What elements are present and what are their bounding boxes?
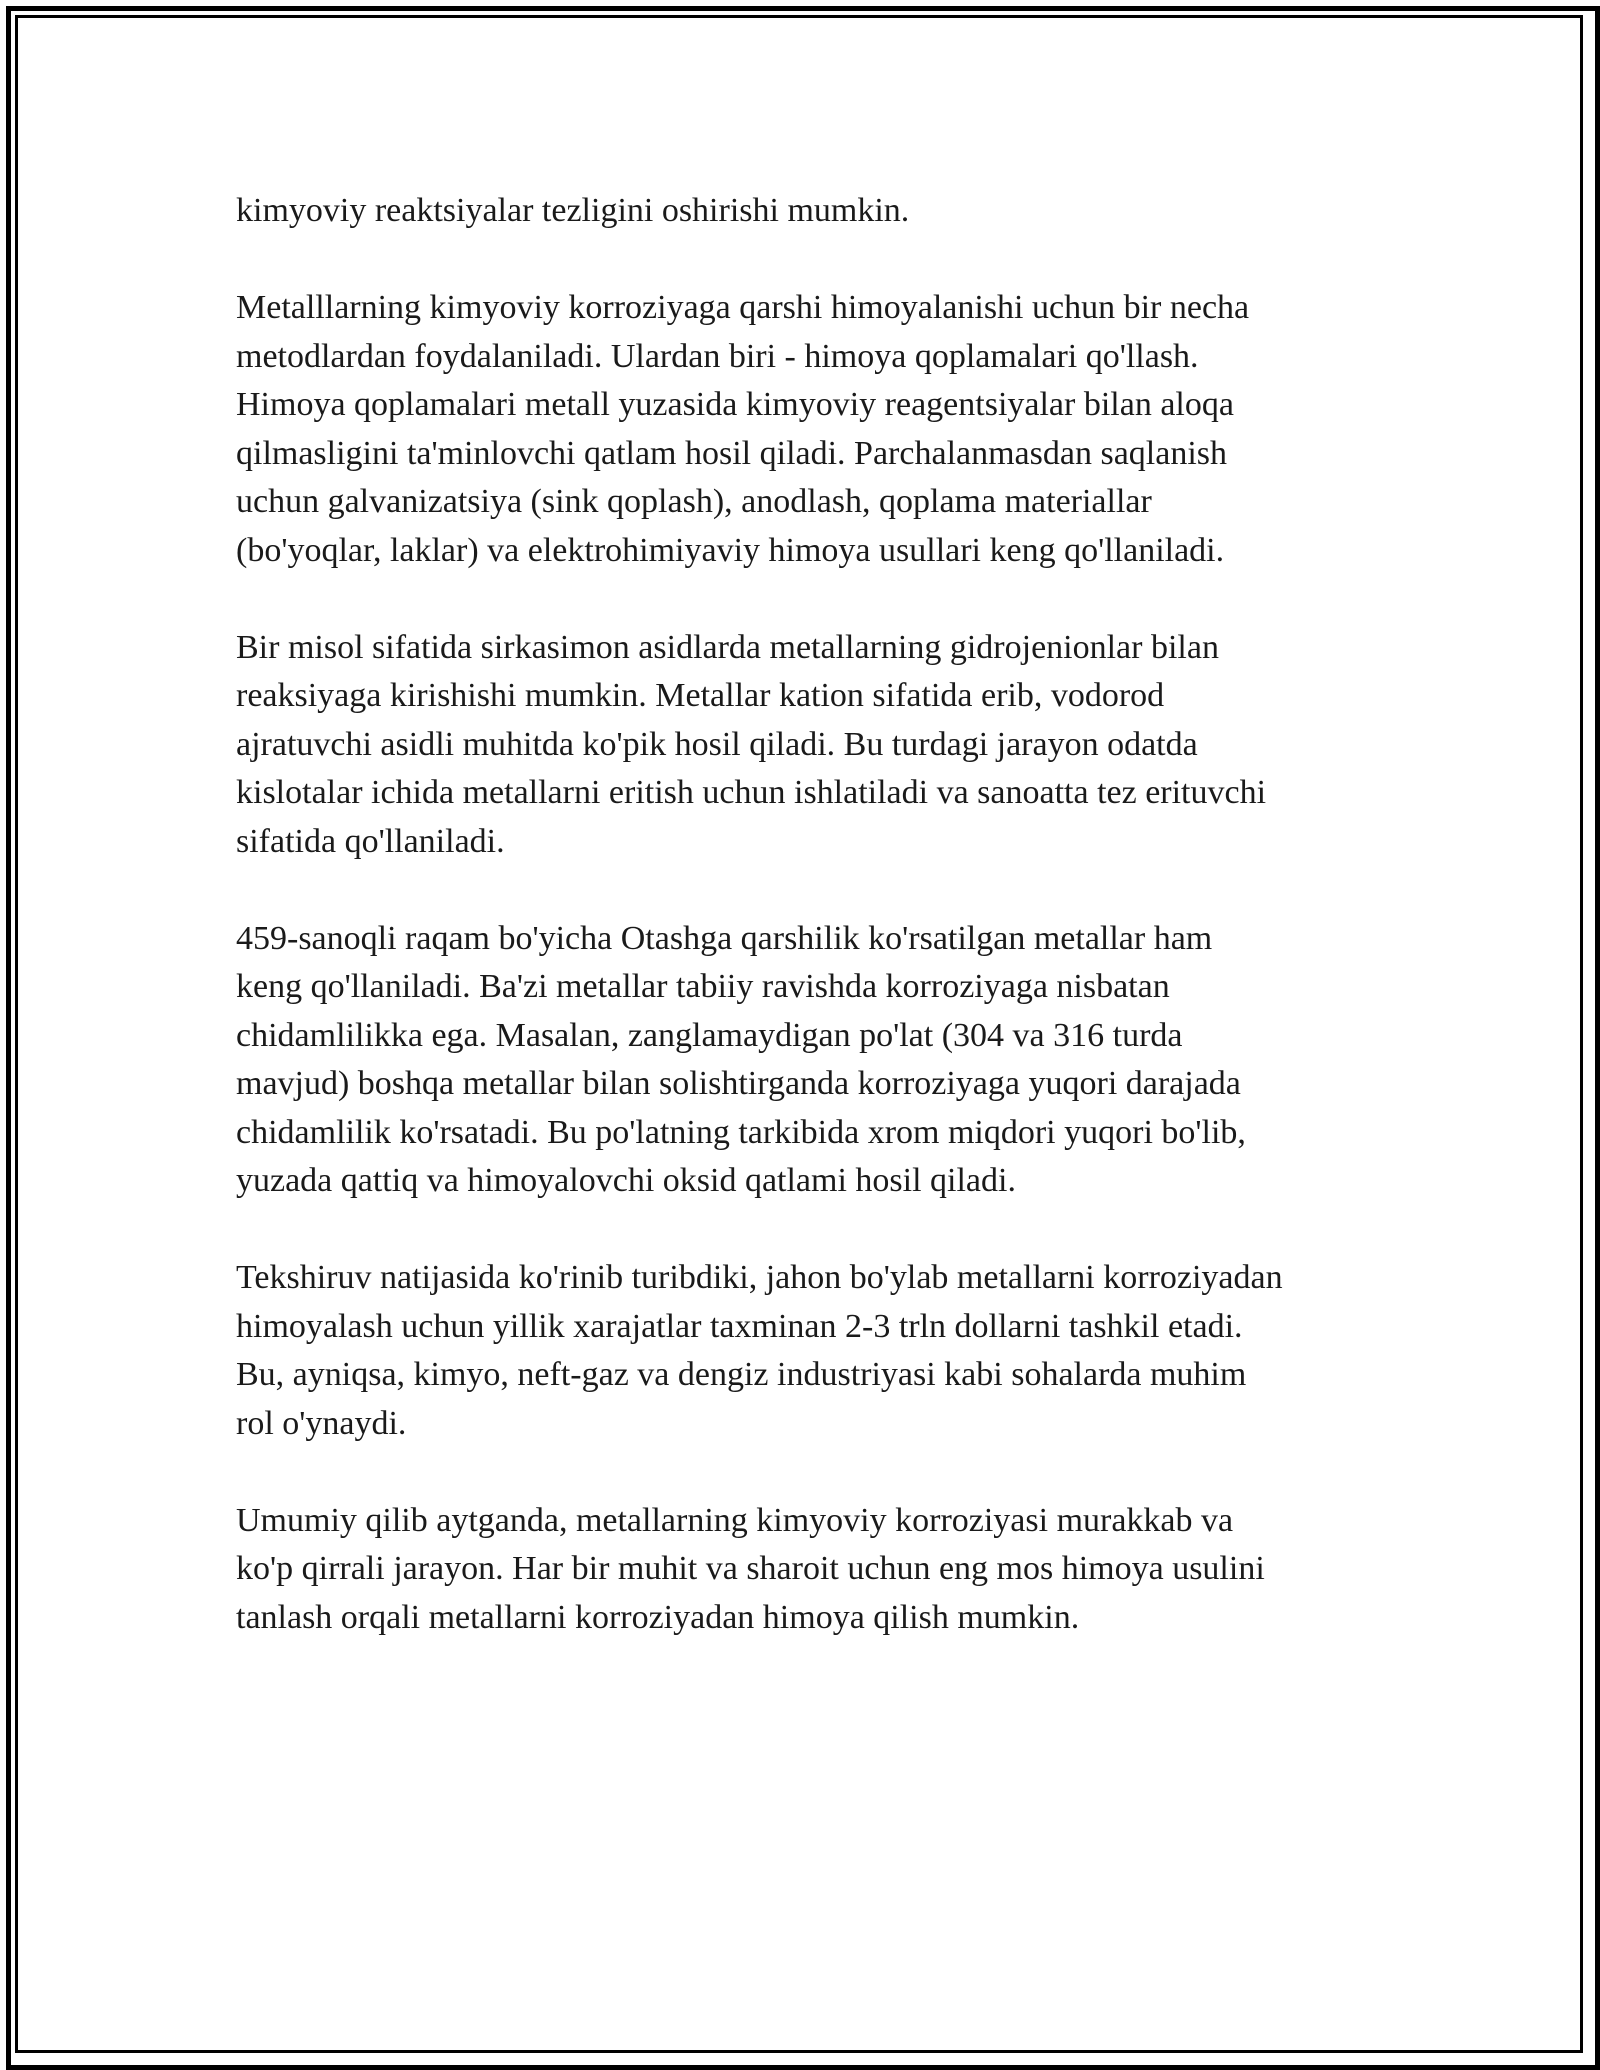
text-line: kislotalar ichida metallarni eritish uchun ishlatiladi va sanoatta tez erituvchi <box>236 774 1267 811</box>
text-line: chidamlilik ko'rsatadi. Bu po'latning tarkibida xrom miqdori yuqori bo'lib, <box>236 1113 1246 1151</box>
paragraph-1 <box>236 187 1396 236</box>
text-line: Metalllarning kimyoviy korroziyaga qarshi himoyalanishi uchun bir necha <box>236 289 1250 326</box>
text-line: sifatida qo'llaniladi. <box>236 822 505 860</box>
text-line: rol o'ynaydi. <box>236 1404 407 1442</box>
text-line: qilmasligini ta'minlovchi qatlam hosil qiladi. Parchalanmasdan saqlanish <box>236 434 1227 472</box>
text-line: 459-sanoqli raqam bo'yicha Otashga qarshilik ko'rsatilgan metallar ham <box>236 919 1213 957</box>
text-line: Umumiy qilib aytganda, metallarning kimyoviy korroziyasi murakkab va <box>236 1501 1234 1539</box>
paragraph-5 <box>236 1254 1396 1448</box>
text-line: kimyoviy reaktsiyalar tezligini oshirishi mumkin. <box>236 192 910 229</box>
paragraph-6 <box>236 1497 1396 1643</box>
text-line: metodlardan foydalaniladi. Ulardan biri - himoya qoplamalari qo'llash. <box>236 337 1199 375</box>
paragraph-2 <box>236 284 1396 575</box>
text-line: Bir misol sifatida sirkasimon asidlarda metallarning gidrojenionlar bilan <box>236 628 1219 666</box>
text-line: ko'p qirrali jarayon. Har bir muhit va sharoit uchun eng mos himoya usulini <box>236 1550 1265 1587</box>
paragraph-4 <box>236 915 1396 1206</box>
text-line: Bu, ayniqsa, kimyo, neft-gaz va dengiz industriyasi kabi sohalarda muhim <box>236 1356 1247 1393</box>
text-line: Himoya qoplamalari metall yuzasida kimyoviy reagentsiyalar bilan aloqa <box>236 386 1234 423</box>
text-line: tanlash orqali metallarni korroziyadan himoya qilish mumkin. <box>236 1598 1080 1636</box>
text-line: keng qo'llaniladi. Ba'zi metallar tabiiy ravishda korroziyaga nisbatan <box>236 968 1170 1005</box>
document-body <box>236 187 1396 1691</box>
text-line: ajratuvchi asidli muhitda ko'pik hosil qiladi. Bu turdagi jarayon odatda <box>236 725 1198 763</box>
text-line: yuzada qattiq va himoyalovchi oksid qatlami hosil qiladi. <box>236 1162 1016 1199</box>
text-line: uchun galvanizatsiya (sink qoplash), anodlash, qoplama materiallar <box>236 483 1152 520</box>
text-line: chidamlilikka ega. Masalan, zanglamaydigan po'lat (304 va 316 turda <box>236 1016 1183 1054</box>
text-line: reaksiyaga kirishishi mumkin. Metallar kation sifatida erib, vodorod <box>236 677 1165 714</box>
text-line: Tekshiruv natijasida ko'rinib turibdiki, jahon bo'ylab metallarni korroziyadan <box>236 1259 1283 1296</box>
text-line: himoyalash uchun yillik xarajatlar taxminan 2-3 trln dollarni tashkil etadi. <box>236 1307 1243 1345</box>
paragraph-3 <box>236 624 1396 867</box>
text-line: (bo'yoqlar, laklar) va elektrohimiyaviy himoya usullari keng qo'llaniladi. <box>236 531 1225 569</box>
text-line: mavjud) boshqa metallar bilan solishtirganda korroziyaga yuqori darajada <box>236 1065 1241 1102</box>
